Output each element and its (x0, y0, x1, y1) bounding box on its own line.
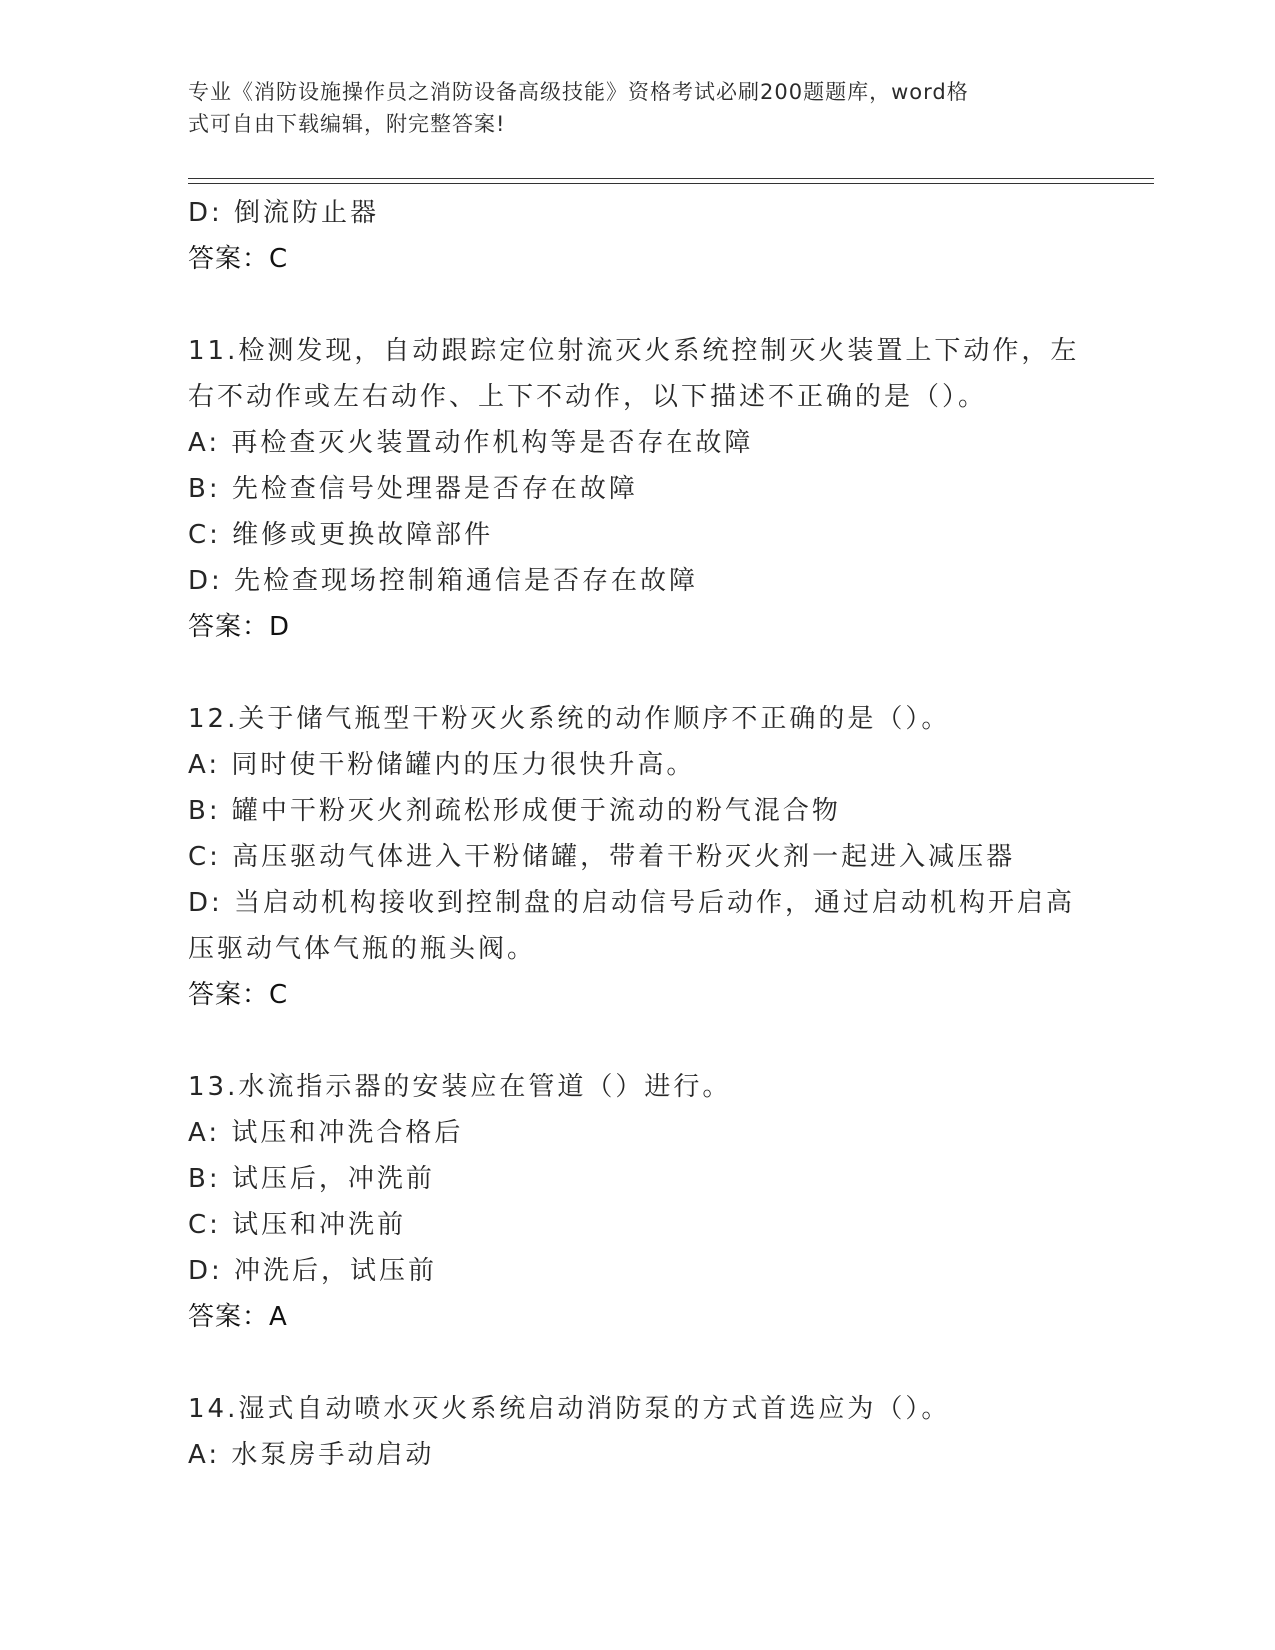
prev-question-answer: 答案：C (188, 244, 289, 274)
question-11 (188, 328, 1088, 650)
question-spacer (188, 650, 1088, 696)
question-11-answer: 答案：D (188, 612, 291, 642)
question-13-stem: 13.水流指示器的安装应在管道（）进行。 (188, 1072, 732, 1102)
question-14 (188, 1386, 1088, 1478)
question-spacer (188, 1018, 1088, 1064)
prev-question-option-d: D: 倒流防止器 (188, 198, 380, 228)
question-11-stem-line-2: 右不动作或左右动作、上下不动作，以下描述不正确的是（）。 (188, 382, 988, 412)
question-13-option-d: D: 冲洗后，试压前 (188, 1256, 438, 1286)
question-13-option-c: C: 试压和冲洗前 (188, 1210, 407, 1240)
question-12 (188, 696, 1088, 1018)
question-12-option-a: A: 同时使干粉储罐内的压力很快升高。 (188, 750, 696, 780)
document-header (188, 76, 1068, 140)
question-spacer (188, 282, 1088, 328)
question-12-stem: 12.关于储气瓶型干粉灭火系统的动作顺序不正确的是（）。 (188, 704, 951, 734)
question-12-option-b: B: 罐中干粉灭火剂疏松形成便于流动的粉气混合物 (188, 796, 841, 826)
question-14-option-a: A: 水泵房手动启动 (188, 1440, 435, 1470)
question-13 (188, 1064, 1088, 1340)
header-divider-bottom (188, 183, 1154, 184)
header-line-1: 专业《消防设施操作员之消防设备高级技能》资格考试必刷200题题库，word格 (188, 80, 969, 104)
header-divider-top (188, 178, 1154, 179)
question-12-option-d-line-2: 压驱动气体气瓶的瓶头阀。 (188, 934, 537, 964)
question-13-option-a: A: 试压和冲洗合格后 (188, 1118, 464, 1148)
question-list (188, 190, 1088, 1478)
question-spacer (188, 1340, 1088, 1386)
question-12-option-d-line-1: D: 当启动机构接收到控制盘的启动信号后动作，通过启动机构开启高 (188, 888, 1076, 918)
question-11-option-b: B: 先检查信号处理器是否存在故障 (188, 474, 638, 504)
question-13-answer: 答案：A (188, 1302, 288, 1332)
question-12-answer: 答案：C (188, 980, 289, 1010)
question-11-option-d: D: 先检查现场控制箱通信是否存在故障 (188, 566, 699, 596)
question-12-option-c: C: 高压驱动气体进入干粉储罐，带着干粉灭火剂一起进入减压器 (188, 842, 1016, 872)
question-13-option-b: B: 试压后，冲洗前 (188, 1164, 435, 1194)
header-line-2: 式可自由下载编辑，附完整答案! (188, 112, 506, 136)
question-11-stem-line-1: 11.检测发现，自动跟踪定位射流灭火系统控制灭火装置上下动作，左 (188, 336, 1080, 366)
question-11-option-a: A: 再检查灭火装置动作机构等是否存在故障 (188, 428, 754, 458)
question-11-option-c: C: 维修或更换故障部件 (188, 520, 494, 550)
question-14-stem: 14.湿式自动喷水灭火系统启动消防泵的方式首选应为（）。 (188, 1394, 951, 1424)
